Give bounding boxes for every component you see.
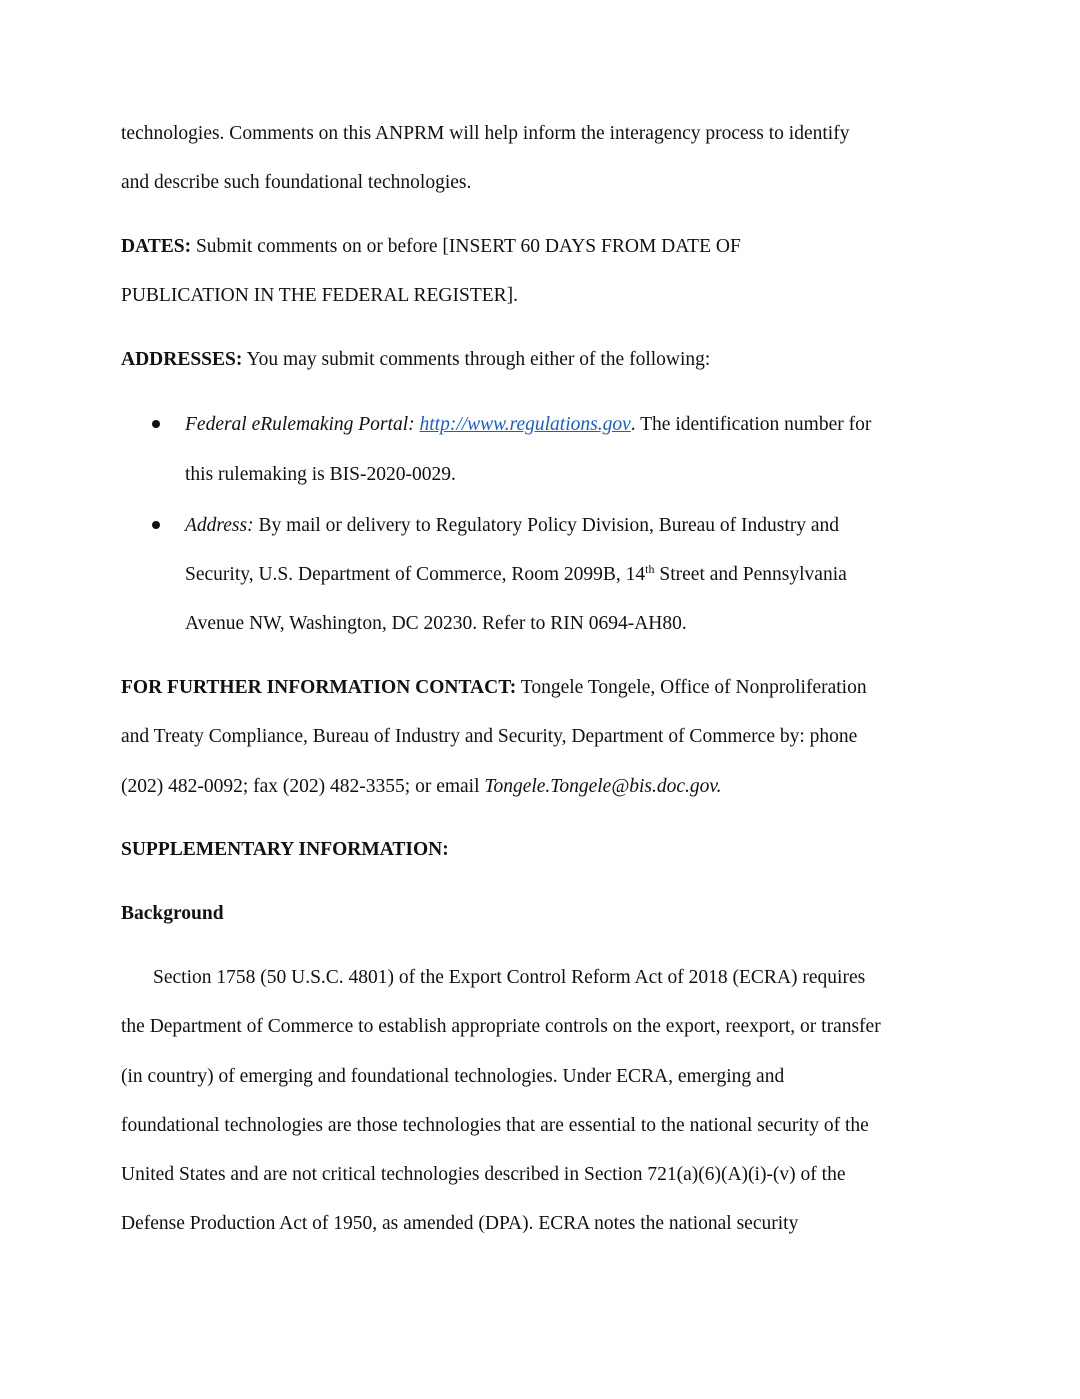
contact-text: Tongele Tongele, Office of Nonproliferation <box>516 677 867 698</box>
dates-label: DATES: <box>121 236 192 257</box>
contact-paragraph <box>121 676 867 700</box>
contact-label: FOR FURTHER INFORMATION CONTACT: <box>121 677 517 698</box>
contact-phone-fax: (202) 482-0092; fax (202) 482-3355; or email <box>121 776 485 797</box>
portal-item <box>185 413 871 437</box>
address-line-3: Avenue NW, Washington, DC 20230. Refer to RIN 0694-AH80. <box>185 613 687 634</box>
background-line-1: Section 1758 (50 U.S.C. 4801) of the Export Control Reform Act of 2018 (ECRA) requires <box>153 967 866 988</box>
supplementary-heading <box>121 838 449 862</box>
address-line-2a: Security, U.S. Department of Commerce, Room 2099B, 14 <box>185 564 646 585</box>
supplementary-heading-text: SUPPLEMENTARY INFORMATION: <box>121 839 449 860</box>
bullet-icon <box>152 521 160 529</box>
contact-line-2: and Treaty Compliance, Bureau of Industry and Security, Department of Commerce by: phone <box>121 726 858 747</box>
contact-line-3 <box>121 775 722 799</box>
background-line-4: foundational technologies are those technologies that are essential to the national security of the <box>121 1115 869 1136</box>
dates-line-2: PUBLICATION IN THE FEDERAL REGISTER]. <box>121 285 519 306</box>
background-line-6: Defense Production Act of 1950, as amended (DPA). ECRA notes the national security <box>121 1213 799 1234</box>
portal-label: Federal eRulemaking Portal: <box>185 414 415 435</box>
address-item <box>185 514 839 538</box>
portal-text: . The identification number for <box>630 414 872 435</box>
dates-text: Submit comments on or before [INSERT 60 DAYS FROM DATE OF <box>191 236 741 257</box>
address-label: Address: <box>185 515 254 536</box>
background-line-3: (in country) of emerging and foundational technologies. Under ECRA, emerging and <box>121 1066 785 1087</box>
background-heading-text: Background <box>121 903 224 924</box>
ordinal-superscript: th <box>645 562 655 576</box>
regulations-gov-link[interactable]: http://www.regulations.gov <box>419 414 631 435</box>
background-line-2: the Department of Commerce to establish appropriate controls on the export, reexport, or transfer <box>121 1016 881 1037</box>
addresses-paragraph <box>121 348 710 372</box>
background-heading <box>121 902 224 926</box>
addresses-label: ADDRESSES: <box>121 349 243 370</box>
dates-paragraph <box>121 235 741 259</box>
intro-line-2: and describe such foundational technologies. <box>121 172 472 193</box>
addresses-text: You may submit comments through either of the following: <box>242 349 711 370</box>
address-line-2 <box>185 563 847 587</box>
contact-email: Tongele.Tongele@bis.doc.gov. <box>484 776 722 797</box>
background-line-5: United States and are not critical technologies described in Section 721(a)(6)(A)(i)-(v) of the <box>121 1164 846 1185</box>
address-line-2b: Street and Pennsylvania <box>654 564 847 585</box>
intro-line-1: technologies. Comments on this ANPRM will help inform the interagency process to identify <box>121 123 850 144</box>
portal-line-2: this rulemaking is BIS-2020-0029. <box>185 464 456 485</box>
bullet-icon <box>152 420 160 428</box>
address-text: By mail or delivery to Regulatory Policy Division, Bureau of Industry and <box>253 515 840 536</box>
